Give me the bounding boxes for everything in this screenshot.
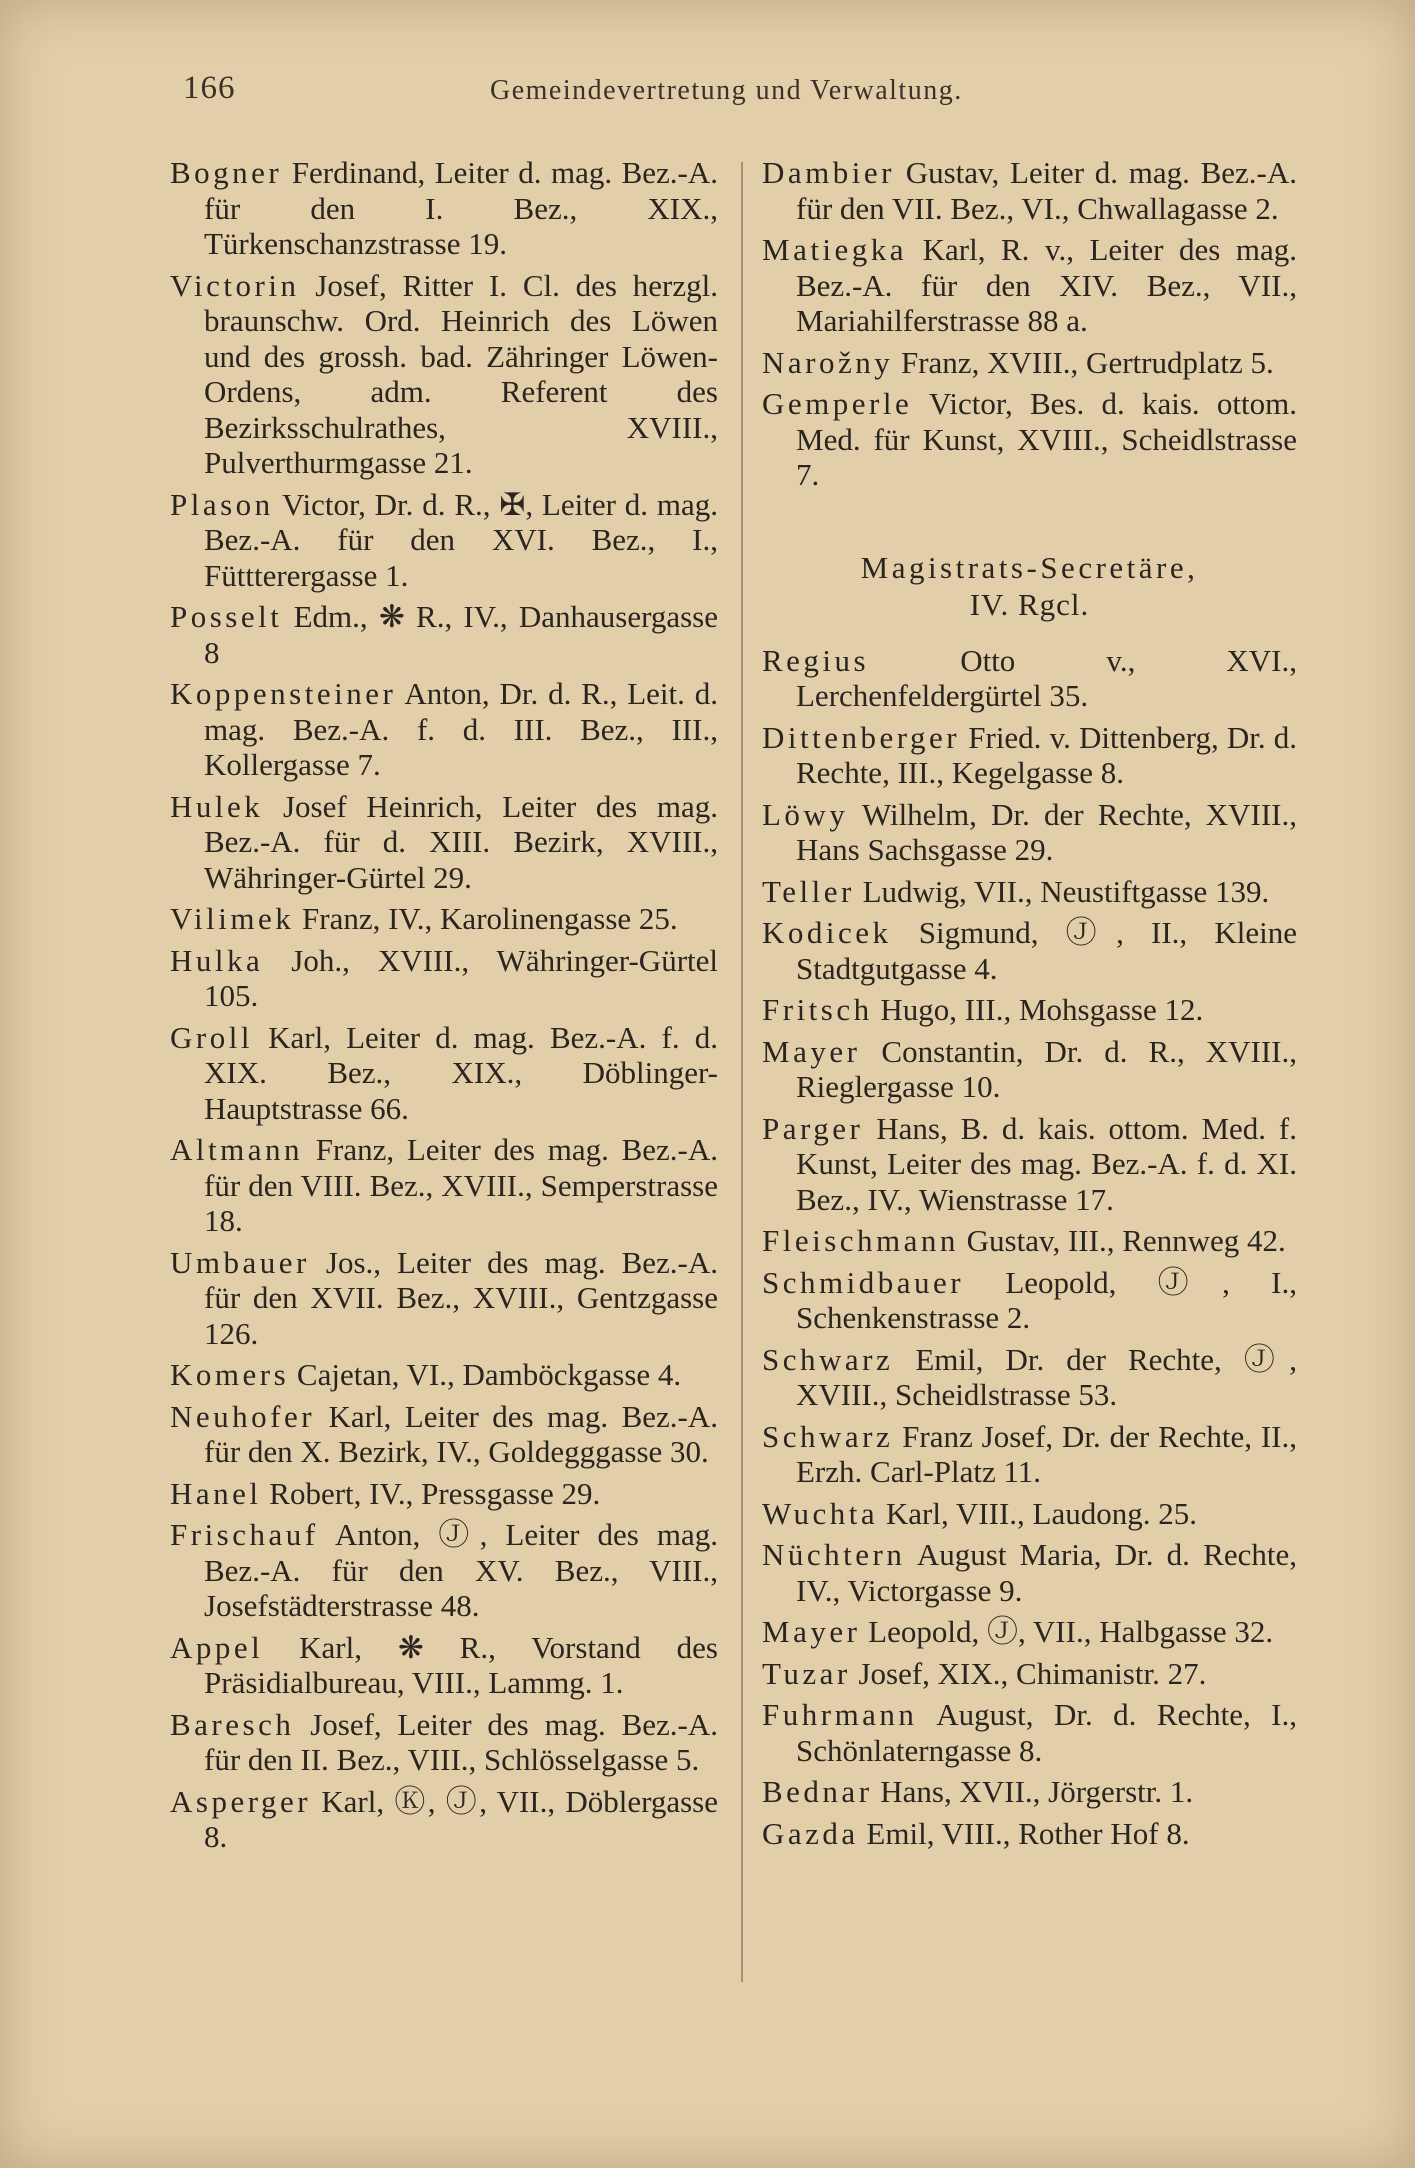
directory-entry xyxy=(170,676,718,783)
directory-entry xyxy=(762,874,1297,910)
page-header xyxy=(0,70,1415,110)
directory-entry xyxy=(762,1774,1297,1810)
entry-details: Wilhelm, Dr. der Rechte, XVIII., Hans Sachsgasse 29. xyxy=(796,796,1297,867)
directory-entry xyxy=(170,268,718,481)
entry-surname: Tuzar xyxy=(762,1655,851,1691)
section-subtitle: IV. Rgcl. xyxy=(969,586,1090,622)
entry-details: Karl, Ⓚ, Ⓙ, VII., Döblergasse 8. xyxy=(204,1783,719,1854)
directory-entry xyxy=(170,1357,718,1393)
entry-surname: Löwy xyxy=(762,796,849,832)
entry-surname: Hulek xyxy=(170,788,264,824)
right-column-top-list xyxy=(762,155,1297,493)
directory-entry xyxy=(170,1784,718,1855)
entry-surname: Wuchta xyxy=(762,1495,879,1531)
entry-surname: Victorin xyxy=(170,267,300,303)
right-column-bottom-list xyxy=(762,643,1297,1852)
entry-surname: Umbauer xyxy=(170,1244,310,1280)
entry-surname: Schwarz xyxy=(762,1418,894,1454)
left-column xyxy=(170,155,718,1861)
directory-entry xyxy=(762,345,1297,381)
entry-details: Victor, Bes. d. kais. ottom. Med. für Kunst, XVIII., Scheidlstrasse 7. xyxy=(796,386,1297,492)
directory-entry xyxy=(762,1223,1297,1259)
entry-surname: Vilimek xyxy=(170,901,295,936)
entry-details: Hugo, III., Mohsgasse 12. xyxy=(880,992,1204,1027)
directory-entry xyxy=(170,1517,718,1624)
entry-surname: Plason xyxy=(170,486,274,522)
directory-entry xyxy=(762,1816,1297,1852)
entry-details: Otto v., XVI., Lerchenfeldergürtel 35. xyxy=(796,642,1297,713)
directory-entry xyxy=(170,789,718,896)
running-title: Gemeindevertretung und Verwaltung. xyxy=(490,75,963,106)
page-number: 166 xyxy=(183,70,236,106)
entry-details: Emil, Dr. der Rechte, Ⓙ, XVIII., Scheidlstrasse 53. xyxy=(796,1341,1297,1412)
entry-details: August Maria, Dr. d. Rechte, IV., Victorgasse 9. xyxy=(796,1537,1297,1608)
entry-surname: Asperger xyxy=(170,1783,312,1819)
directory-entry xyxy=(170,1020,718,1127)
entry-details: Gustav, III., Rennweg 42. xyxy=(966,1223,1286,1258)
entry-surname: Dambier xyxy=(762,155,895,190)
entry-details: Josef, Ritter I. Cl. des herzgl. braunschw. Ord. Heinrich des Löwen und des grossh. bad. Zähringer Löwen-Ordens, adm. Referent des Bezirksschulrathes, XVIII., Pulverthurmgasse 21. xyxy=(204,267,719,480)
entry-details: Cajetan, VI., Damböckgasse 4. xyxy=(296,1357,682,1392)
directory-entry xyxy=(762,1342,1297,1413)
directory-entry xyxy=(170,1707,718,1778)
directory-entry xyxy=(170,487,718,594)
entry-details: Joh., XVIII., Währinger-Gürtel 105. xyxy=(204,942,718,1013)
entry-surname: Dittenberger xyxy=(762,719,961,755)
entry-surname: Fuhrmann xyxy=(762,1697,918,1732)
section-title: Magistrats-Secretäre, xyxy=(860,549,1199,585)
entry-surname: Parger xyxy=(762,1110,864,1146)
entry-surname: Hulka xyxy=(170,942,264,978)
directory-entry xyxy=(762,1537,1297,1608)
directory-entry xyxy=(762,1697,1297,1768)
entry-surname: Koppensteiner xyxy=(170,676,397,711)
entry-surname: Hanel xyxy=(170,1475,262,1511)
entry-details: Karl, ❋ R., Vorstand des Präsidialbureau, VIII., Lammg. 1. xyxy=(204,1629,719,1700)
entry-surname: Schwarz xyxy=(762,1341,894,1377)
directory-entry xyxy=(170,155,718,262)
entry-details: Franz, IV., Karolinengasse 25. xyxy=(302,901,678,936)
entry-details: Ferdinand, Leiter d. mag. Bez.-A. für den I. Bez., XIX., Türkenschanzstrasse 19. xyxy=(204,155,718,261)
entry-surname: Kodicek xyxy=(762,915,892,950)
entry-details: Fried. v. Dittenberg, Dr. d. Rechte, III., Kegelgasse 8. xyxy=(796,719,1298,790)
directory-entry xyxy=(762,1496,1297,1532)
directory-entry xyxy=(762,1265,1297,1336)
directory-entry xyxy=(762,1656,1297,1692)
entry-details: Hans, B. d. kais. ottom. Med. f. Kunst, Leiter des mag. Bez.-A. f. d. XI. Bez., IV., Wienstrasse 17. xyxy=(796,1110,1298,1217)
directory-entry xyxy=(762,232,1297,339)
entry-details: Emil, VIII., Rother Hof 8. xyxy=(866,1815,1190,1851)
entry-surname: Teller xyxy=(762,873,855,909)
entry-surname: Gemperle xyxy=(762,386,913,421)
directory-entry xyxy=(762,155,1297,226)
entry-surname: Baresch xyxy=(170,1706,295,1742)
entry-surname: Nüchtern xyxy=(762,1537,906,1572)
entry-surname: Narožny xyxy=(762,344,894,380)
right-column xyxy=(762,155,1297,1857)
entry-details: Jos., Leiter des mag. Bez.-A. für den XVII. Bez., XVIII., Gentzgasse 126. xyxy=(204,1244,719,1351)
directory-entry xyxy=(762,1111,1297,1218)
entry-details: Sigmund, Ⓙ, II., Kleine Stadtgutgasse 4. xyxy=(796,915,1298,986)
entry-surname: Komers xyxy=(170,1357,290,1392)
directory-entry xyxy=(170,1630,718,1701)
entry-details: Constantin, Dr. d. R., XVIII., Rieglergasse 10. xyxy=(796,1033,1297,1104)
entry-surname: Gazda xyxy=(762,1815,859,1851)
directory-entry xyxy=(762,1034,1297,1105)
section-heading xyxy=(762,549,1297,623)
directory-entry xyxy=(762,1614,1297,1650)
entry-surname: Bednar xyxy=(762,1774,873,1809)
entry-surname: Posselt xyxy=(170,599,283,634)
entry-surname: Schmidbauer xyxy=(762,1264,965,1300)
directory-entry xyxy=(762,915,1297,986)
column-divider xyxy=(741,162,743,1982)
entry-details: Karl, Leiter d. mag. Bez.-A. f. d. XIX. Bez., XIX., Döblinger-Hauptstrasse 66. xyxy=(204,1019,719,1126)
entry-details: Franz Josef, Dr. der Rechte, II., Erzh. Carl-Platz 11. xyxy=(796,1418,1297,1489)
directory-entry xyxy=(170,1399,718,1470)
entry-details: Leopold, Ⓙ, I., Schenkenstrasse 2. xyxy=(796,1264,1297,1335)
directory-entry xyxy=(762,797,1297,868)
entry-details: Hans, XVII., Jörgerstr. 1. xyxy=(880,1774,1194,1809)
entry-details: Gustav, Leiter d. mag. Bez.-A. für den VII. Bez., VI., Chwallagasse 2. xyxy=(796,155,1298,226)
directory-entry xyxy=(762,1419,1297,1490)
entry-surname: Matiegka xyxy=(762,232,908,267)
entry-details: Josef Heinrich, Leiter des mag. Bez.-A. für d. XIII. Bezirk, XVIII., Währinger-Gürtel 29. xyxy=(204,788,718,895)
directory-entry xyxy=(170,599,718,670)
entry-surname: Groll xyxy=(170,1019,253,1055)
entry-details: Victor, Dr. d. R., ✠, Leiter d. mag. Bez.-A. für den XVI. Bez., I., Füttterergasse 1. xyxy=(204,486,718,593)
entry-details: Karl, Leiter des mag. Bez.-A. für den X. Bezirk, IV., Goldegggasse 30. xyxy=(204,1398,719,1469)
directory-entry xyxy=(170,1132,718,1239)
entry-details: Anton, Ⓙ, Leiter des mag. Bez.-A. für den XV. Bez., VIII., Josefstädterstrasse 48. xyxy=(204,1517,718,1623)
entry-surname: Fleischmann xyxy=(762,1223,959,1258)
entry-details: Josef, XIX., Chimanistr. 27. xyxy=(858,1655,1207,1691)
entry-details: August, Dr. d. Rechte, I., Schönlaterngasse 8. xyxy=(796,1697,1297,1768)
entry-details: Karl, R. v., Leiter des mag. Bez.-A. für den XIV. Bez., VII., Mariahilferstrasse 88 a. xyxy=(796,232,1298,338)
directory-entry xyxy=(762,386,1297,493)
entry-details: Franz, XVIII., Gertrudplatz 5. xyxy=(900,344,1274,380)
entry-details: Karl, VIII., Laudong. 25. xyxy=(885,1495,1197,1531)
entry-details: Franz, Leiter des mag. Bez.-A. für den VIII. Bez., XVIII., Semperstrasse 18. xyxy=(204,1132,719,1238)
directory-entry xyxy=(170,943,718,1014)
entry-details: Anton, Dr. d. R., Leit. d. mag. Bez.-A. f. d. III. Bez., III., Kollergasse 7. xyxy=(204,676,718,782)
entry-surname: Mayer xyxy=(762,1033,861,1069)
entry-surname: Fritsch xyxy=(762,992,873,1027)
directory-entry xyxy=(170,1476,718,1512)
entry-surname: Regius xyxy=(762,642,870,678)
entry-details: Ludwig, VII., Neustiftgasse 139. xyxy=(862,873,1270,909)
directory-entry xyxy=(762,643,1297,714)
entry-surname: Mayer xyxy=(762,1614,861,1649)
directory-entry xyxy=(170,1245,718,1352)
entry-surname: Frischauf xyxy=(170,1517,319,1552)
entry-details: Leopold, Ⓙ, VII., Halbgasse 32. xyxy=(868,1614,1274,1649)
entry-surname: Neuhofer xyxy=(170,1398,316,1434)
entry-details: Edm., ❋ R., IV., Danhausergasse 8 xyxy=(204,599,718,670)
directory-entry xyxy=(762,992,1297,1028)
entry-surname: Bogner xyxy=(170,155,283,190)
directory-entry xyxy=(762,720,1297,791)
entry-details: Josef, Leiter des mag. Bez.-A. für den II. Bez., VIII., Schlösselgasse 5. xyxy=(204,1706,718,1777)
entry-surname: Altmann xyxy=(170,1132,303,1167)
directory-entry xyxy=(170,901,718,937)
entry-surname: Appel xyxy=(170,1629,264,1665)
entry-details: Robert, IV., Pressgasse 29. xyxy=(269,1475,601,1511)
